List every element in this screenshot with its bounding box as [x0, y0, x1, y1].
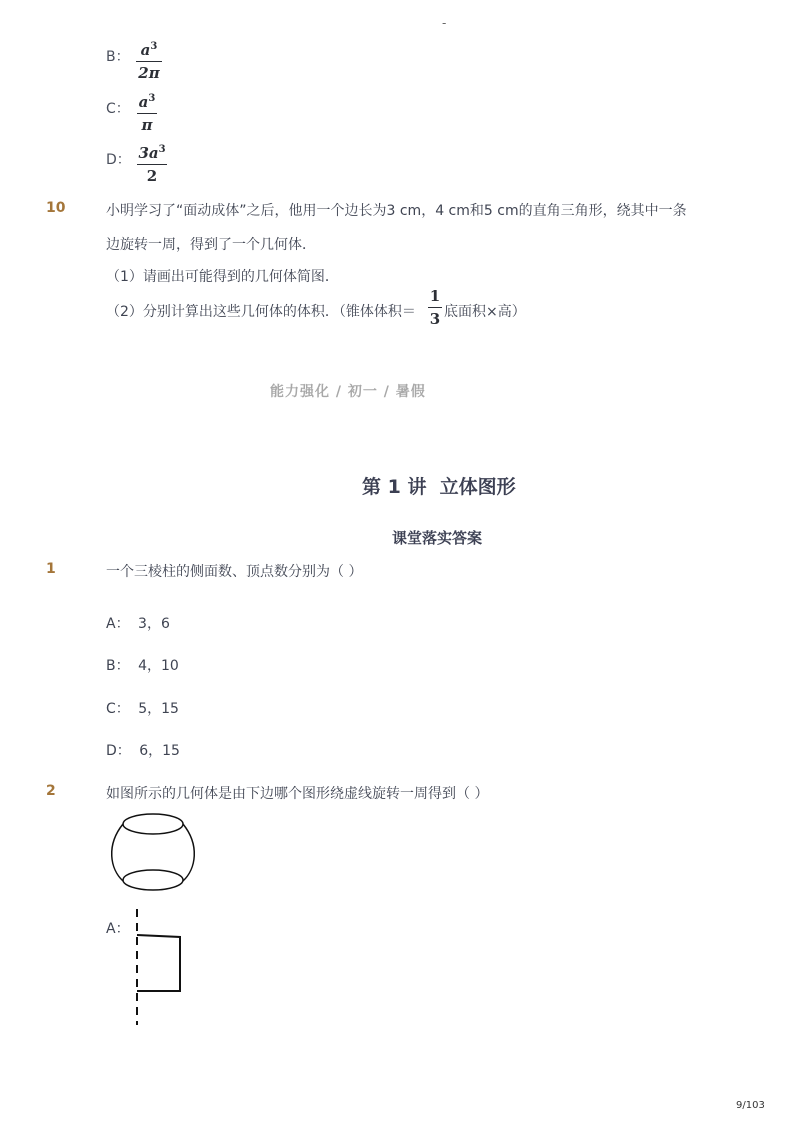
volume-fraction	[428, 287, 442, 328]
page-number: 9/103	[736, 1100, 765, 1111]
section-title: 课堂落实答案	[392, 529, 483, 547]
volume-fraction-num: 1	[429, 287, 441, 305]
q1-option-c	[106, 698, 179, 718]
q1-option-d	[106, 740, 180, 760]
q1-option-b	[106, 655, 179, 675]
q1-option-d-value: 6，15	[139, 743, 180, 759]
option-c-num-exp: 3	[148, 93, 156, 104]
option-c-num-base: a	[138, 93, 149, 111]
question-10-part2	[106, 301, 416, 321]
barrel-solid-figure	[110, 805, 200, 895]
option-b-num-exp: 3	[150, 41, 158, 52]
question-2-number: 2	[46, 783, 56, 799]
question-1-text: 一个三棱柱的侧面数、顶点数分别为（ ）	[106, 564, 363, 580]
option-b-den: 2π	[138, 64, 160, 82]
top-mark: -	[442, 16, 447, 30]
option-c-den: π	[141, 116, 153, 134]
option-d-fraction	[137, 141, 167, 185]
q1-option-c-label: C：	[106, 701, 130, 717]
question-1-number: 1	[46, 561, 56, 577]
question-10-part2-before: （2）分别计算出这些几何体的体积．（锥体体积＝	[106, 304, 416, 320]
course-watermark: 能力强化 / 初一 / 暑假	[270, 384, 426, 400]
q1-option-c-value: 5，15	[138, 701, 179, 717]
lecture-title: 第 1 讲 立体图形	[362, 476, 516, 498]
q1-option-a-value: 3，6	[138, 616, 170, 632]
barrel-left-side	[112, 824, 123, 881]
question-2-text: 如图所示的几何体是由下边哪个图形绕虚线旋转一周得到（ ）	[106, 786, 489, 802]
barrel-top-ellipse	[123, 814, 183, 834]
question-10-line2: 边旋转一周，得到了一个几何体．	[106, 237, 316, 253]
q2-option-a-figure	[125, 905, 195, 1030]
option-b-num-base: a	[140, 41, 151, 59]
profile-shape	[137, 935, 180, 991]
option-d-label: D：	[106, 152, 131, 168]
option-b-fraction	[136, 38, 162, 82]
barrel-bottom-ellipse	[123, 870, 183, 890]
option-d-den: 2	[146, 167, 158, 185]
question-10-line1: 小明学习了“面动成体”之后，他用一个边长为3 cm，4 cm和5 cm的直角三角形，绕其中一条	[106, 203, 687, 219]
q1-option-b-value: 4，10	[138, 658, 179, 674]
question-10-number: 10	[46, 200, 66, 216]
option-d-num-base: 3a	[138, 144, 159, 162]
q1-option-b-label: B：	[106, 658, 130, 674]
q2-option-a-label: A：	[106, 921, 130, 937]
option-c-label: C：	[106, 101, 130, 117]
option-b-label: B：	[106, 49, 130, 65]
option-c-fraction	[137, 90, 157, 134]
volume-fraction-den: 3	[429, 310, 441, 328]
question-10-part1: （1）请画出可能得到的几何体简图．	[106, 269, 339, 285]
question-10-part2-after: 底面积×高）	[444, 304, 526, 320]
q1-option-a-label: A：	[106, 616, 130, 632]
q1-option-d-label: D：	[106, 743, 131, 759]
barrel-right-side	[183, 824, 194, 881]
q1-option-a	[106, 613, 170, 633]
option-d-num-exp: 3	[158, 144, 166, 155]
